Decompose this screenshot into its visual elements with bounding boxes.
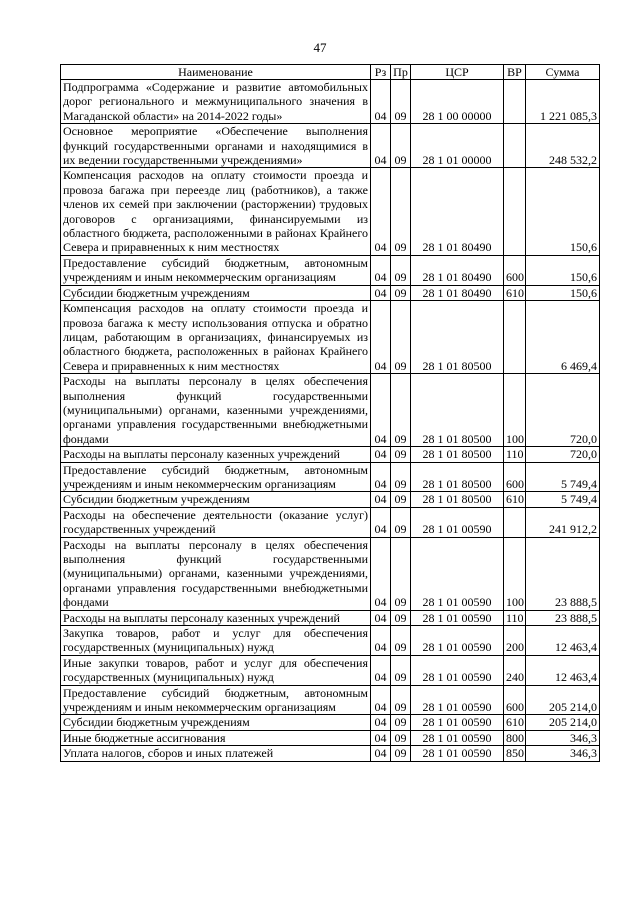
row-pr: 09 xyxy=(391,492,411,507)
row-sum: 150,6 xyxy=(526,255,600,285)
row-name: Закупка товаров, работ и услуг для обеспечения государственных (муниципальных) нужд xyxy=(61,626,371,656)
row-name: Компенсация расходов на оплату стоимости проезда и провоза багажа при переезде лиц (работников), а также членов их семей при заключении (расторжении) трудовых договоров с организациями, финансируемыми из областного бюджета, расположенными в районах Крайнего Севера и приравненных к ним местностях xyxy=(61,168,371,255)
row-vr: 600 xyxy=(504,255,526,285)
row-pr: 09 xyxy=(391,80,411,124)
row-pr: 09 xyxy=(391,447,411,462)
table-row xyxy=(61,301,600,374)
row-sum: 5 749,4 xyxy=(526,492,600,507)
row-rz: 04 xyxy=(371,655,391,685)
row-vr: 800 xyxy=(504,730,526,745)
table-row xyxy=(61,610,600,625)
row-name: Предоставление субсидий бюджетным, автономным учреждениям и иным некоммерческим организациям xyxy=(61,685,371,715)
row-pr: 09 xyxy=(391,507,411,537)
row-vr: 610 xyxy=(504,715,526,730)
table-row xyxy=(61,537,600,610)
row-vr: 600 xyxy=(504,462,526,492)
row-pr: 09 xyxy=(391,462,411,492)
row-csr: 28 1 01 80500 xyxy=(411,301,504,374)
table-row xyxy=(61,655,600,685)
header-name: Наименование xyxy=(61,65,371,80)
row-vr xyxy=(504,80,526,124)
header-sum: Сумма xyxy=(526,65,600,80)
row-rz: 04 xyxy=(371,610,391,625)
row-vr: 600 xyxy=(504,685,526,715)
row-name: Расходы на выплаты персоналу в целях обеспечения выполнения функций государственными (муниципальными) органами, казенными учреждениями, органами управления государственными внебюджетными фондами xyxy=(61,374,371,447)
row-name: Расходы на выплаты персоналу в целях обеспечения выполнения функций государственными (муниципальными) органами, казенными учреждениями, органами управления государственными внебюджетными фондами xyxy=(61,537,371,610)
row-sum: 23 888,5 xyxy=(526,537,600,610)
row-vr: 240 xyxy=(504,655,526,685)
row-rz: 04 xyxy=(371,685,391,715)
row-rz: 04 xyxy=(371,80,391,124)
row-sum: 12 463,4 xyxy=(526,655,600,685)
header-rz: Рз xyxy=(371,65,391,80)
header-pr: Пр xyxy=(391,65,411,80)
row-rz: 04 xyxy=(371,447,391,462)
row-rz: 04 xyxy=(371,492,391,507)
row-sum: 346,3 xyxy=(526,730,600,745)
row-sum: 6 469,4 xyxy=(526,301,600,374)
table-row xyxy=(61,492,600,507)
row-csr: 28 1 01 00590 xyxy=(411,626,504,656)
row-vr: 100 xyxy=(504,374,526,447)
row-name: Субсидии бюджетным учреждениям xyxy=(61,715,371,730)
row-vr: 110 xyxy=(504,610,526,625)
row-vr: 850 xyxy=(504,746,526,761)
row-name: Подпрограмма «Содержание и развитие автомобильных дорог регионального и межмуниципального значения в Магаданской области» на 2014-2022 годы» xyxy=(61,80,371,124)
row-sum: 720,0 xyxy=(526,447,600,462)
row-rz: 04 xyxy=(371,462,391,492)
row-rz: 04 xyxy=(371,507,391,537)
row-vr xyxy=(504,168,526,255)
row-csr: 28 1 01 80500 xyxy=(411,462,504,492)
row-pr: 09 xyxy=(391,746,411,761)
row-csr: 28 1 01 80490 xyxy=(411,285,504,300)
row-pr: 09 xyxy=(391,730,411,745)
page-number: 47 xyxy=(313,40,327,55)
table-header-row xyxy=(61,65,600,80)
row-name: Субсидии бюджетным учреждениям xyxy=(61,492,371,507)
row-vr xyxy=(504,124,526,168)
row-vr: 610 xyxy=(504,492,526,507)
budget-table xyxy=(60,64,600,762)
row-name: Уплата налогов, сборов и иных платежей xyxy=(61,746,371,761)
row-csr: 28 1 01 80490 xyxy=(411,168,504,255)
table-row xyxy=(61,80,600,124)
row-pr: 09 xyxy=(391,655,411,685)
row-rz: 04 xyxy=(371,374,391,447)
row-name: Расходы на выплаты персоналу казенных учреждений xyxy=(61,610,371,625)
row-rz: 04 xyxy=(371,730,391,745)
table-row xyxy=(61,730,600,745)
row-csr: 28 1 01 00590 xyxy=(411,730,504,745)
table-row xyxy=(61,168,600,255)
row-pr: 09 xyxy=(391,255,411,285)
row-csr: 28 1 01 80500 xyxy=(411,447,504,462)
row-rz: 04 xyxy=(371,301,391,374)
row-pr: 09 xyxy=(391,537,411,610)
row-name: Иные бюджетные ассигнования xyxy=(61,730,371,745)
row-sum: 720,0 xyxy=(526,374,600,447)
row-pr: 09 xyxy=(391,715,411,730)
row-rz: 04 xyxy=(371,124,391,168)
row-vr: 610 xyxy=(504,285,526,300)
row-vr xyxy=(504,507,526,537)
header-vr: ВР xyxy=(504,65,526,80)
row-sum: 241 912,2 xyxy=(526,507,600,537)
table-row xyxy=(61,626,600,656)
row-csr: 28 1 01 00590 xyxy=(411,685,504,715)
row-pr: 09 xyxy=(391,285,411,300)
row-rz: 04 xyxy=(371,168,391,255)
row-name: Расходы на выплаты персоналу казенных учреждений xyxy=(61,447,371,462)
row-sum: 12 463,4 xyxy=(526,626,600,656)
row-rz: 04 xyxy=(371,285,391,300)
row-sum: 346,3 xyxy=(526,746,600,761)
row-csr: 28 1 01 00590 xyxy=(411,507,504,537)
row-pr: 09 xyxy=(391,610,411,625)
table-row xyxy=(61,715,600,730)
row-sum: 248 532,2 xyxy=(526,124,600,168)
row-csr: 28 1 01 00590 xyxy=(411,537,504,610)
table-row xyxy=(61,374,600,447)
row-vr: 100 xyxy=(504,537,526,610)
row-csr: 28 1 01 00590 xyxy=(411,610,504,625)
row-name: Предоставление субсидий бюджетным, автономным учреждениям и иным некоммерческим организациям xyxy=(61,255,371,285)
row-vr xyxy=(504,301,526,374)
row-rz: 04 xyxy=(371,746,391,761)
row-name: Расходы на обеспечение деятельности (оказание услуг) государственных учреждений xyxy=(61,507,371,537)
row-csr: 28 1 00 00000 xyxy=(411,80,504,124)
row-name: Субсидии бюджетным учреждениям xyxy=(61,285,371,300)
table-row xyxy=(61,462,600,492)
row-rz: 04 xyxy=(371,255,391,285)
table-row xyxy=(61,685,600,715)
row-pr: 09 xyxy=(391,301,411,374)
row-pr: 09 xyxy=(391,626,411,656)
row-rz: 04 xyxy=(371,537,391,610)
row-sum: 205 214,0 xyxy=(526,715,600,730)
row-sum: 5 749,4 xyxy=(526,462,600,492)
header-csr: ЦСР xyxy=(411,65,504,80)
row-vr: 110 xyxy=(504,447,526,462)
row-name: Иные закупки товаров, работ и услуг для обеспечения государственных (муниципальных) нужд xyxy=(61,655,371,685)
table-row xyxy=(61,447,600,462)
row-sum: 150,6 xyxy=(526,285,600,300)
row-csr: 28 1 01 00590 xyxy=(411,746,504,761)
row-csr: 28 1 01 00590 xyxy=(411,655,504,685)
table-row xyxy=(61,255,600,285)
table-row xyxy=(61,124,600,168)
row-sum: 1 221 085,3 xyxy=(526,80,600,124)
row-csr: 28 1 01 80500 xyxy=(411,492,504,507)
row-csr: 28 1 01 00000 xyxy=(411,124,504,168)
row-sum: 205 214,0 xyxy=(526,685,600,715)
row-pr: 09 xyxy=(391,685,411,715)
row-csr: 28 1 01 00590 xyxy=(411,715,504,730)
row-vr: 200 xyxy=(504,626,526,656)
row-name: Основное мероприятие «Обеспечение выполнения функций государственными органами и находящимися в их ведении государственными учреждениями» xyxy=(61,124,371,168)
table-row xyxy=(61,285,600,300)
row-pr: 09 xyxy=(391,374,411,447)
row-rz: 04 xyxy=(371,626,391,656)
row-sum: 150,6 xyxy=(526,168,600,255)
row-sum: 23 888,5 xyxy=(526,610,600,625)
row-name: Компенсация расходов на оплату стоимости проезда и провоза багажа к месту использования отпуска и обратно лицам, работающим в организациях, финансируемых из областного бюджета, расположенных в районах Крайнего Севера и приравненных к ним местностях xyxy=(61,301,371,374)
row-name: Предоставление субсидий бюджетным, автономным учреждениям и иным некоммерческим организациям xyxy=(61,462,371,492)
table-row xyxy=(61,746,600,761)
table-row xyxy=(61,507,600,537)
row-rz: 04 xyxy=(371,715,391,730)
row-csr: 28 1 01 80490 xyxy=(411,255,504,285)
row-pr: 09 xyxy=(391,168,411,255)
row-csr: 28 1 01 80500 xyxy=(411,374,504,447)
row-pr: 09 xyxy=(391,124,411,168)
